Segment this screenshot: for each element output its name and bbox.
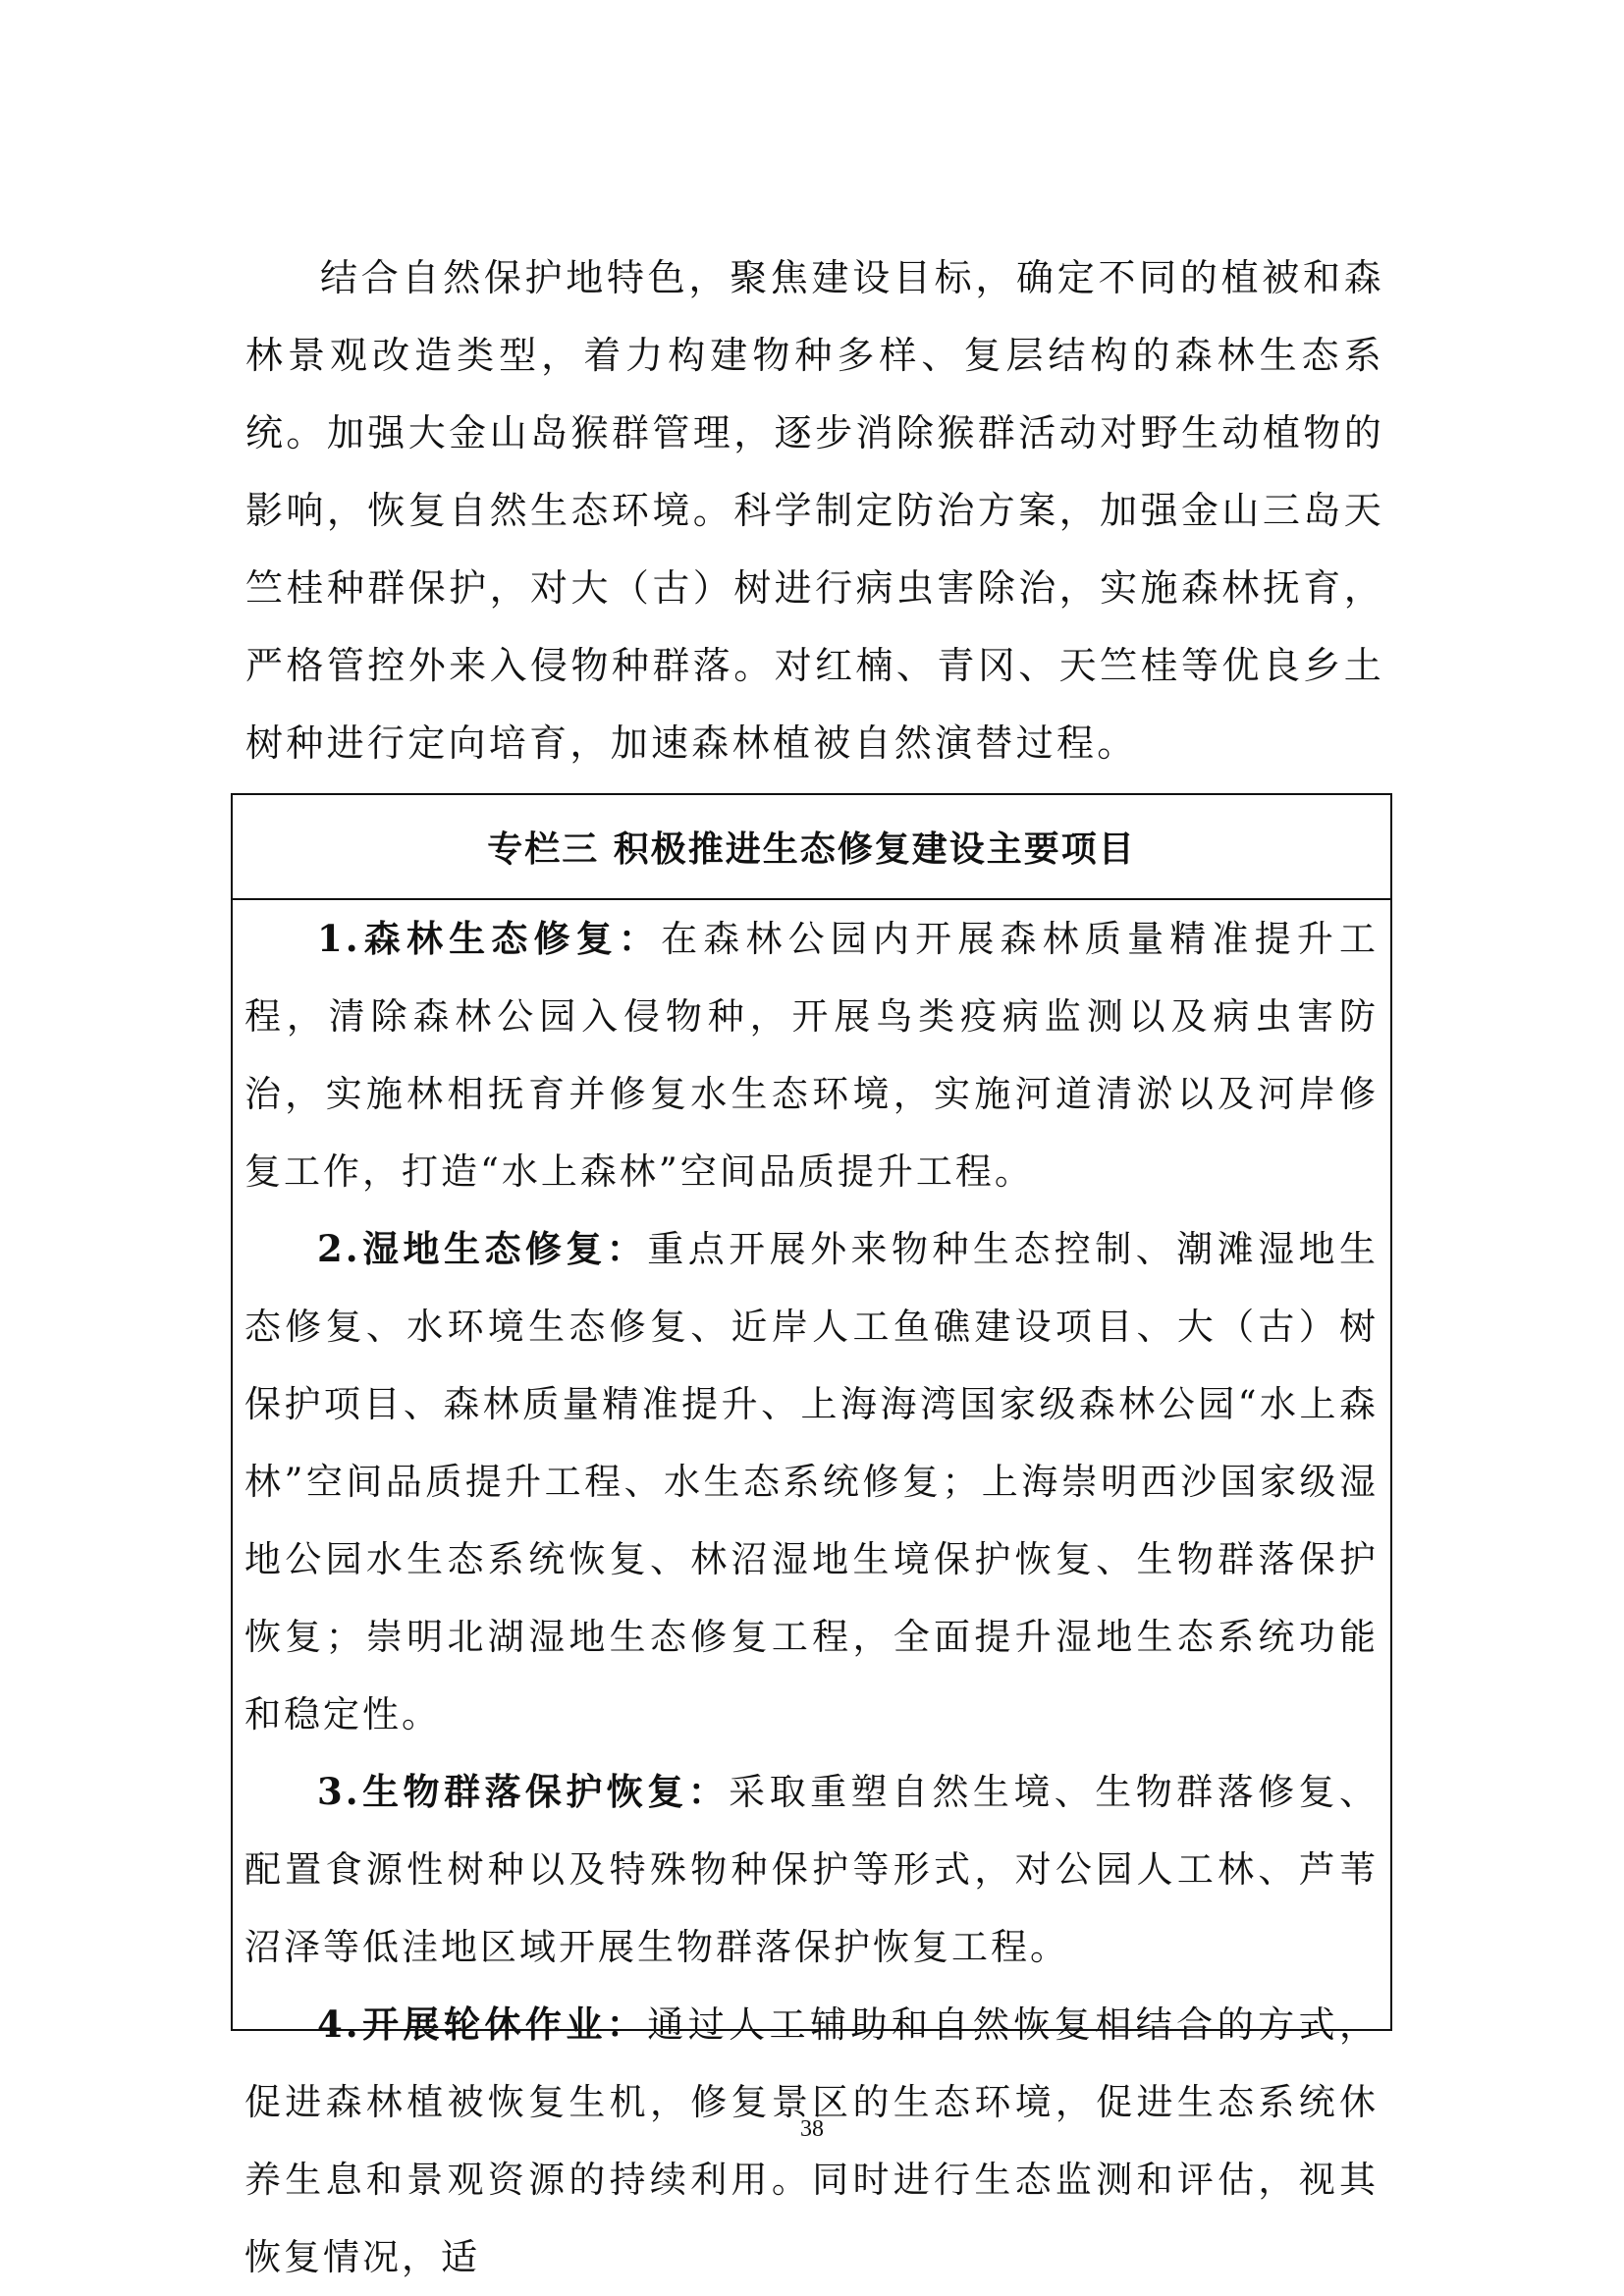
project-item [244,900,1379,1210]
project-item-text: 重点开展外来物种生态控制、潮滩湿地生态修复、水环境生态修复、近岸人工鱼礁建设项目、大（古）树保护项目、森林质量精准提升、上海海湾国家级森林公园“水上森林”空间品质提升工程、水生态系统修复；上海崇明西沙国家级湿地公园水生态系统恢复、林沼湿地生境保护恢复、生物群落保护恢复；崇明北湖湿地生态修复工程，全面提升湿地生态系统功能和稳定性。 [244,1228,1379,1735]
project-item-title: 4.开展轮休作业： [317,2002,648,2046]
intro-paragraph: 结合自然保护地特色，聚焦建设目标，确定不同的植被和森林景观改造类型，着力构建物种多样、复层结构的森林生态系统。加强大金山岛猴群管理，逐步消除猴群活动对野生动植物的影响，恢复自然生态环境。科学制定防治方案，加强金山三岛天竺桂种群保护，对大（古）树进行病虫害除治，实施森林抚育，严格管控外来入侵物种群落。对红楠、青冈、天竺桂等优良乡土树种进行定向培育，加速森林植被自然演替过程。 [245,256,1384,765]
page-number: 38 [800,2116,824,2142]
project-item-text: 在森林公园内开展森林质量精准提升工程，清除森林公园入侵物种，开展鸟类疫病监测以及病虫害防治，实施林相抚育并修复水生态环境，实施河道清淤以及河岸修复工作，打造“水上森林”空间品质提升工程。 [244,918,1379,1193]
project-item-title: 3.生物群落保护恢复： [317,1770,730,1813]
project-item-text: 通过人工辅助和自然恢复相结合的方式，促进森林植被恢复生机，修复景区的生态环境，促进生态系统休养生息和景观资源的持续利用。同时进行生态监测和评估，视其恢复情况，适 [244,2003,1379,2278]
project-item-text: 采取重塑自然生境、生物群落修复、配置食源性树种以及特殊物种保护等形式，对公园人工林、芦苇沼泽等低洼地区域开展生物群落保护恢复工程。 [244,1771,1379,1968]
column-box-title: 专栏三 积极推进生态修复建设主要项目 [233,795,1390,900]
project-item-title: 2.湿地生态修复： [317,1227,648,1270]
project-item-title: 1.森林生态修复： [317,917,662,960]
column-box-body [233,900,1390,2296]
project-item [244,1210,1379,1753]
project-item [244,1753,1379,1986]
